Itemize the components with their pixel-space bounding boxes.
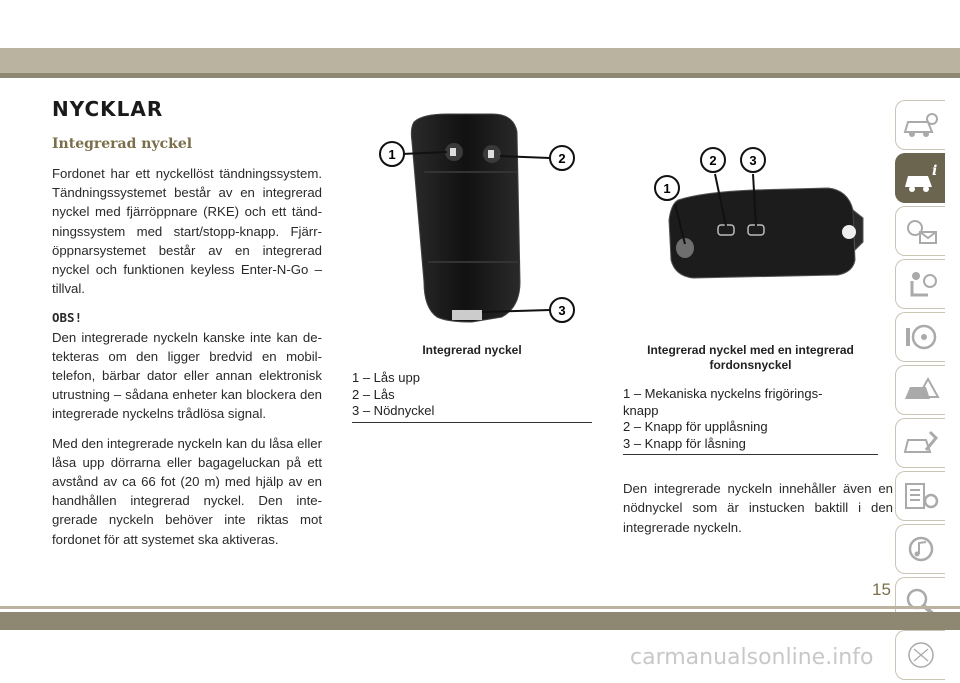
legend-item: 2 – Lås [352, 386, 395, 402]
tab-safety[interactable] [895, 259, 945, 309]
tab-multimedia[interactable] [895, 524, 945, 574]
top-band [0, 48, 960, 78]
note-heading: OBS! [52, 310, 83, 326]
note-paragraph: Den integrerade nyckeln kanske inte kan detekteras om den ligger bredvid en mobiltelefon, bärbar dator eller annan elektronisk utrustning – sådana enheter kan blockera den integrerade nyckelns trådlösa signal. [52, 329, 322, 422]
callout-3-label: 3 [558, 303, 566, 318]
legend-item: 3 – Nödnyckel [352, 403, 435, 418]
callout-3-label: 3 [749, 153, 757, 168]
warning-light-mail-icon [902, 216, 940, 246]
legend-item: knapp [623, 402, 659, 418]
flip-key-image [623, 140, 878, 338]
callout-2-label: 2 [558, 151, 566, 166]
airbag-seat-icon [902, 269, 940, 299]
key-fob-image [352, 112, 592, 337]
bottom-band [0, 612, 960, 630]
figure1-legend [352, 370, 434, 420]
watermark: carmanualsonline.info [630, 645, 874, 670]
callout-2-label: 2 [709, 153, 717, 168]
divider [623, 454, 878, 455]
svg-text:i: i [931, 163, 937, 179]
tab-service[interactable] [895, 418, 945, 468]
page-title: NYCKLAR [52, 97, 164, 121]
tab-warning-lights[interactable] [895, 206, 945, 256]
car-info-icon [902, 163, 940, 193]
figure2-caption [623, 343, 878, 373]
tab-emergency[interactable] [895, 365, 945, 415]
figure2-caption-line: fordonsnyckel [709, 358, 792, 372]
tab-car-search[interactable] [895, 100, 945, 150]
range-paragraph: Med den integrerade nyckeln kan du låsa eller låsa upp dörrarna eller bagageluckan på ett avstånd av ca 66 fot (20 m) med hjälp av en handhållen integrerad nyckel. Den integrerade nyckeln behöver inte riktas mot fordonet för att systemet ska aktiveras. [52, 435, 322, 547]
tab-specifications[interactable] [895, 471, 945, 521]
settings-list-icon [902, 481, 940, 511]
legend-item: 2 – Knapp för upplåsning [623, 419, 768, 434]
divider [352, 422, 592, 423]
radio-music-icon [902, 534, 940, 564]
page-number: 15 [872, 580, 891, 599]
tab-car-info[interactable] [895, 153, 945, 203]
legend-item: 3 – Knapp för låsning [623, 435, 746, 451]
steering-wheel-icon [902, 322, 940, 352]
section-subtitle: Integrerad nyckel [52, 136, 193, 152]
intro-paragraph: Fordonet har ett nyckellöst tändningssystem. Tändningssystemet består av en integrerad nyckel med fjärröppnare (RKE) och ett tändningssystem med start/stopp-knapp. Fjärröppnarsystemet består av en integrerad nyckel och funktionen keyless Enter-N-Go – tillval. [52, 166, 322, 297]
legend-item: 1 – Lås upp [352, 370, 420, 385]
figure2-legend [623, 386, 822, 452]
tab-index[interactable] [895, 630, 945, 680]
figure2-caption-line: Integrerad nyckel med en integrerad [647, 343, 854, 357]
legend-item: 1 – Mekaniska nyckelns frigörings- [623, 386, 823, 401]
emergency-key-paragraph: Den integrerade nyckeln innehåller även en nödnyckel som är instucken baktill i den integrerade nyckeln. [623, 481, 893, 535]
car-wrench-icon [902, 428, 940, 458]
alphabet-index-icon [902, 640, 940, 670]
callout-1-label: 1 [663, 181, 671, 196]
car-search-icon [902, 110, 940, 140]
callout-1-label: 1 [388, 147, 396, 162]
figure1-caption: Integrerad nyckel [422, 343, 522, 357]
tab-driving[interactable] [895, 312, 945, 362]
text-column-1 [52, 164, 322, 559]
car-crash-icon [902, 375, 940, 405]
chapter-tabs [895, 100, 947, 683]
